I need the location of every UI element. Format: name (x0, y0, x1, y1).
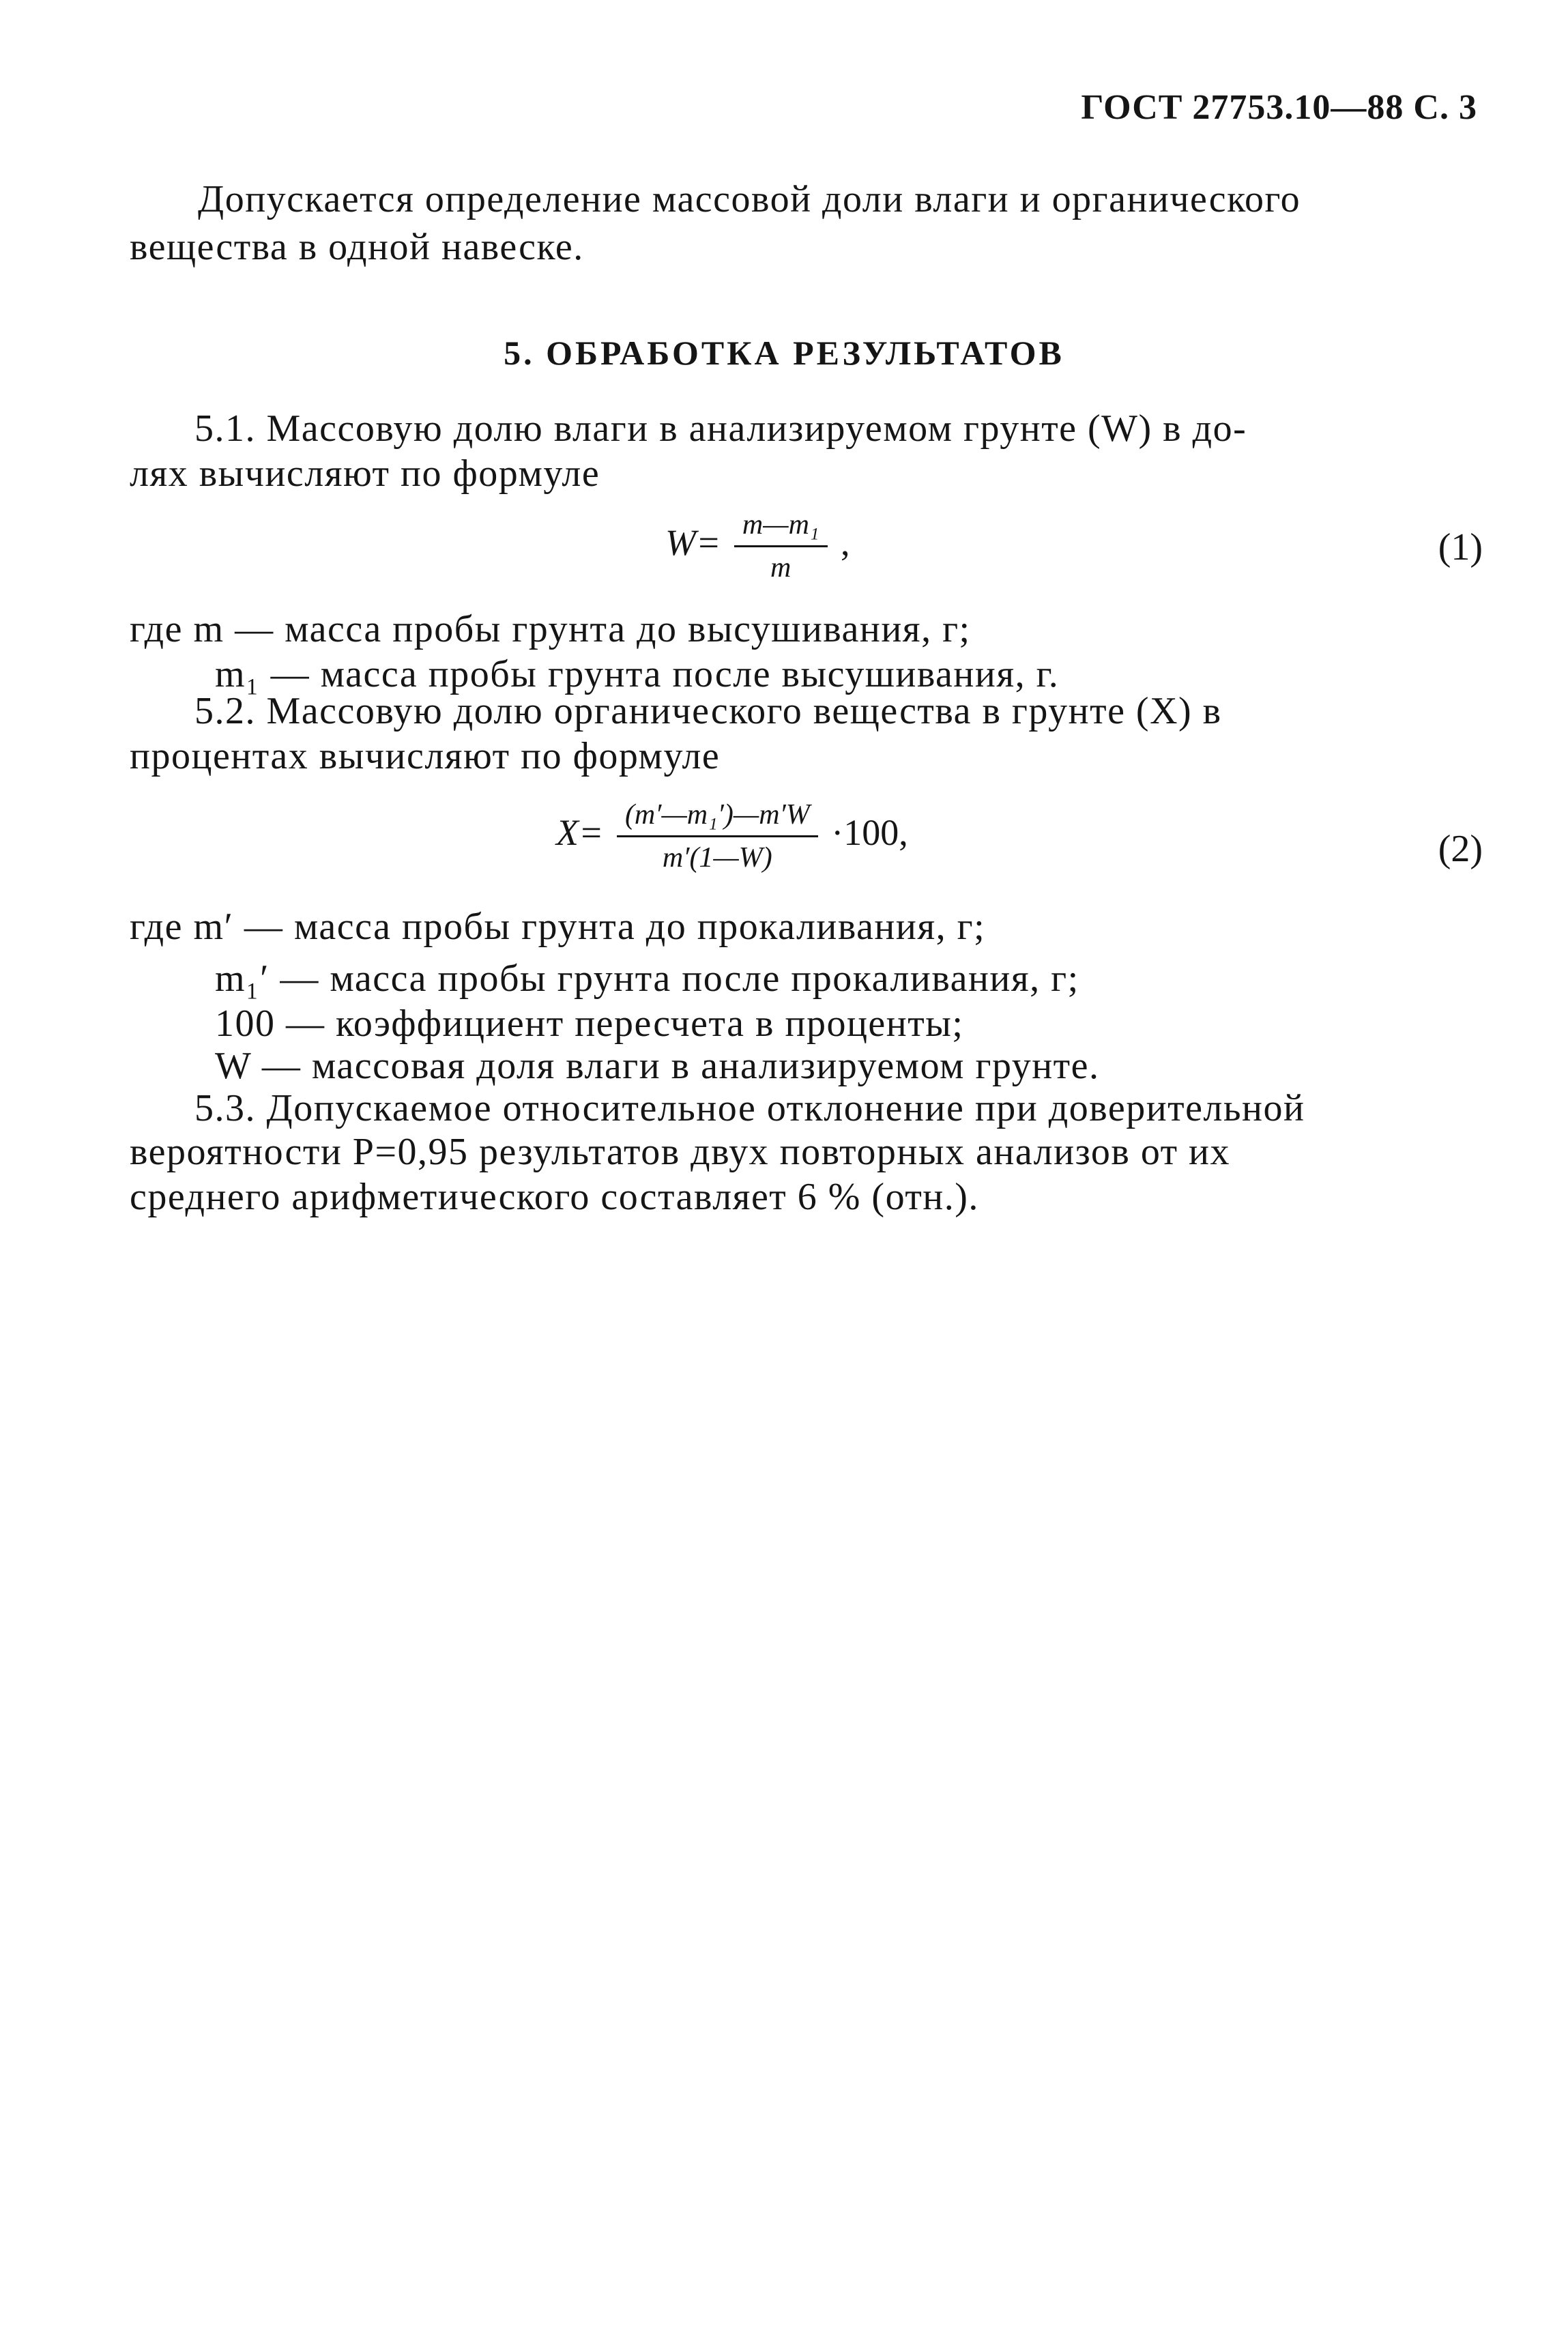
where1-line-1: где m — масса пробы грунта до высушивания, г; (130, 608, 971, 650)
formula-1 (665, 508, 850, 584)
p53-line-3: среднего арифметического составляет 6 % (отн.). (130, 1176, 979, 1218)
where2-line-2: m₁′ — масса пробы грунта после прокаливания, г; (215, 957, 1079, 1000)
page-header: ГОСТ 27753.10—88 С. 3 (1081, 88, 1477, 127)
p51-line-2: лях вычисляют по формуле (130, 452, 600, 495)
intro-line-2: вещества в одной навеске. (130, 226, 584, 268)
where2-line-3: 100 — коэффициент пересчета в проценты; (215, 1002, 964, 1045)
formula-2-denominator: m′(1—W) (662, 842, 772, 873)
p52-line-2: процентах вычисляют по формуле (130, 735, 721, 777)
formula-2-number: (2) (1438, 828, 1483, 870)
p51-line-1: 5.1. Массовую долю влаги в анализируемом грунте (W) в до- (194, 407, 1247, 450)
p53-line-2: вероятности P=0,95 результатов двух повторных анализов от их (130, 1131, 1231, 1173)
p52-line-1: 5.2. Массовую долю органического вещества в грунте (X) в (194, 690, 1222, 732)
formula-2-fraction (617, 798, 818, 874)
where2-line-4: W — массовая доля влаги в анализируемом грунте. (215, 1045, 1100, 1087)
formula-2 (556, 798, 908, 874)
where2-line-1: где m′ — масса пробы грунта до прокаливания, г; (130, 906, 986, 948)
formula-1-lhs: W= (665, 521, 721, 563)
p53-line-1: 5.3. Допускаемое относительное отклонение при доверительной (194, 1087, 1305, 1129)
where1-line-2: m₁ — масса пробы грунта после высушивания, г. (215, 653, 1060, 695)
formula-2-tail: ·100, (831, 811, 908, 853)
formula-1-number: (1) (1438, 526, 1483, 568)
section-title: 5. ОБРАБОТКА РЕЗУЛЬТАТОВ (504, 334, 1064, 372)
formula-1-denominator: m (770, 552, 792, 583)
formula-1-tail: , (841, 521, 850, 563)
formula-2-numerator: (m′—m₁′)—m′W (617, 798, 818, 837)
formula-2-lhs: X= (556, 811, 604, 853)
intro-line-1: Допускается определение массовой доли влаги и органического (198, 178, 1301, 220)
formula-1-fraction (734, 508, 828, 584)
formula-1-numerator: m—m₁ (734, 508, 828, 547)
